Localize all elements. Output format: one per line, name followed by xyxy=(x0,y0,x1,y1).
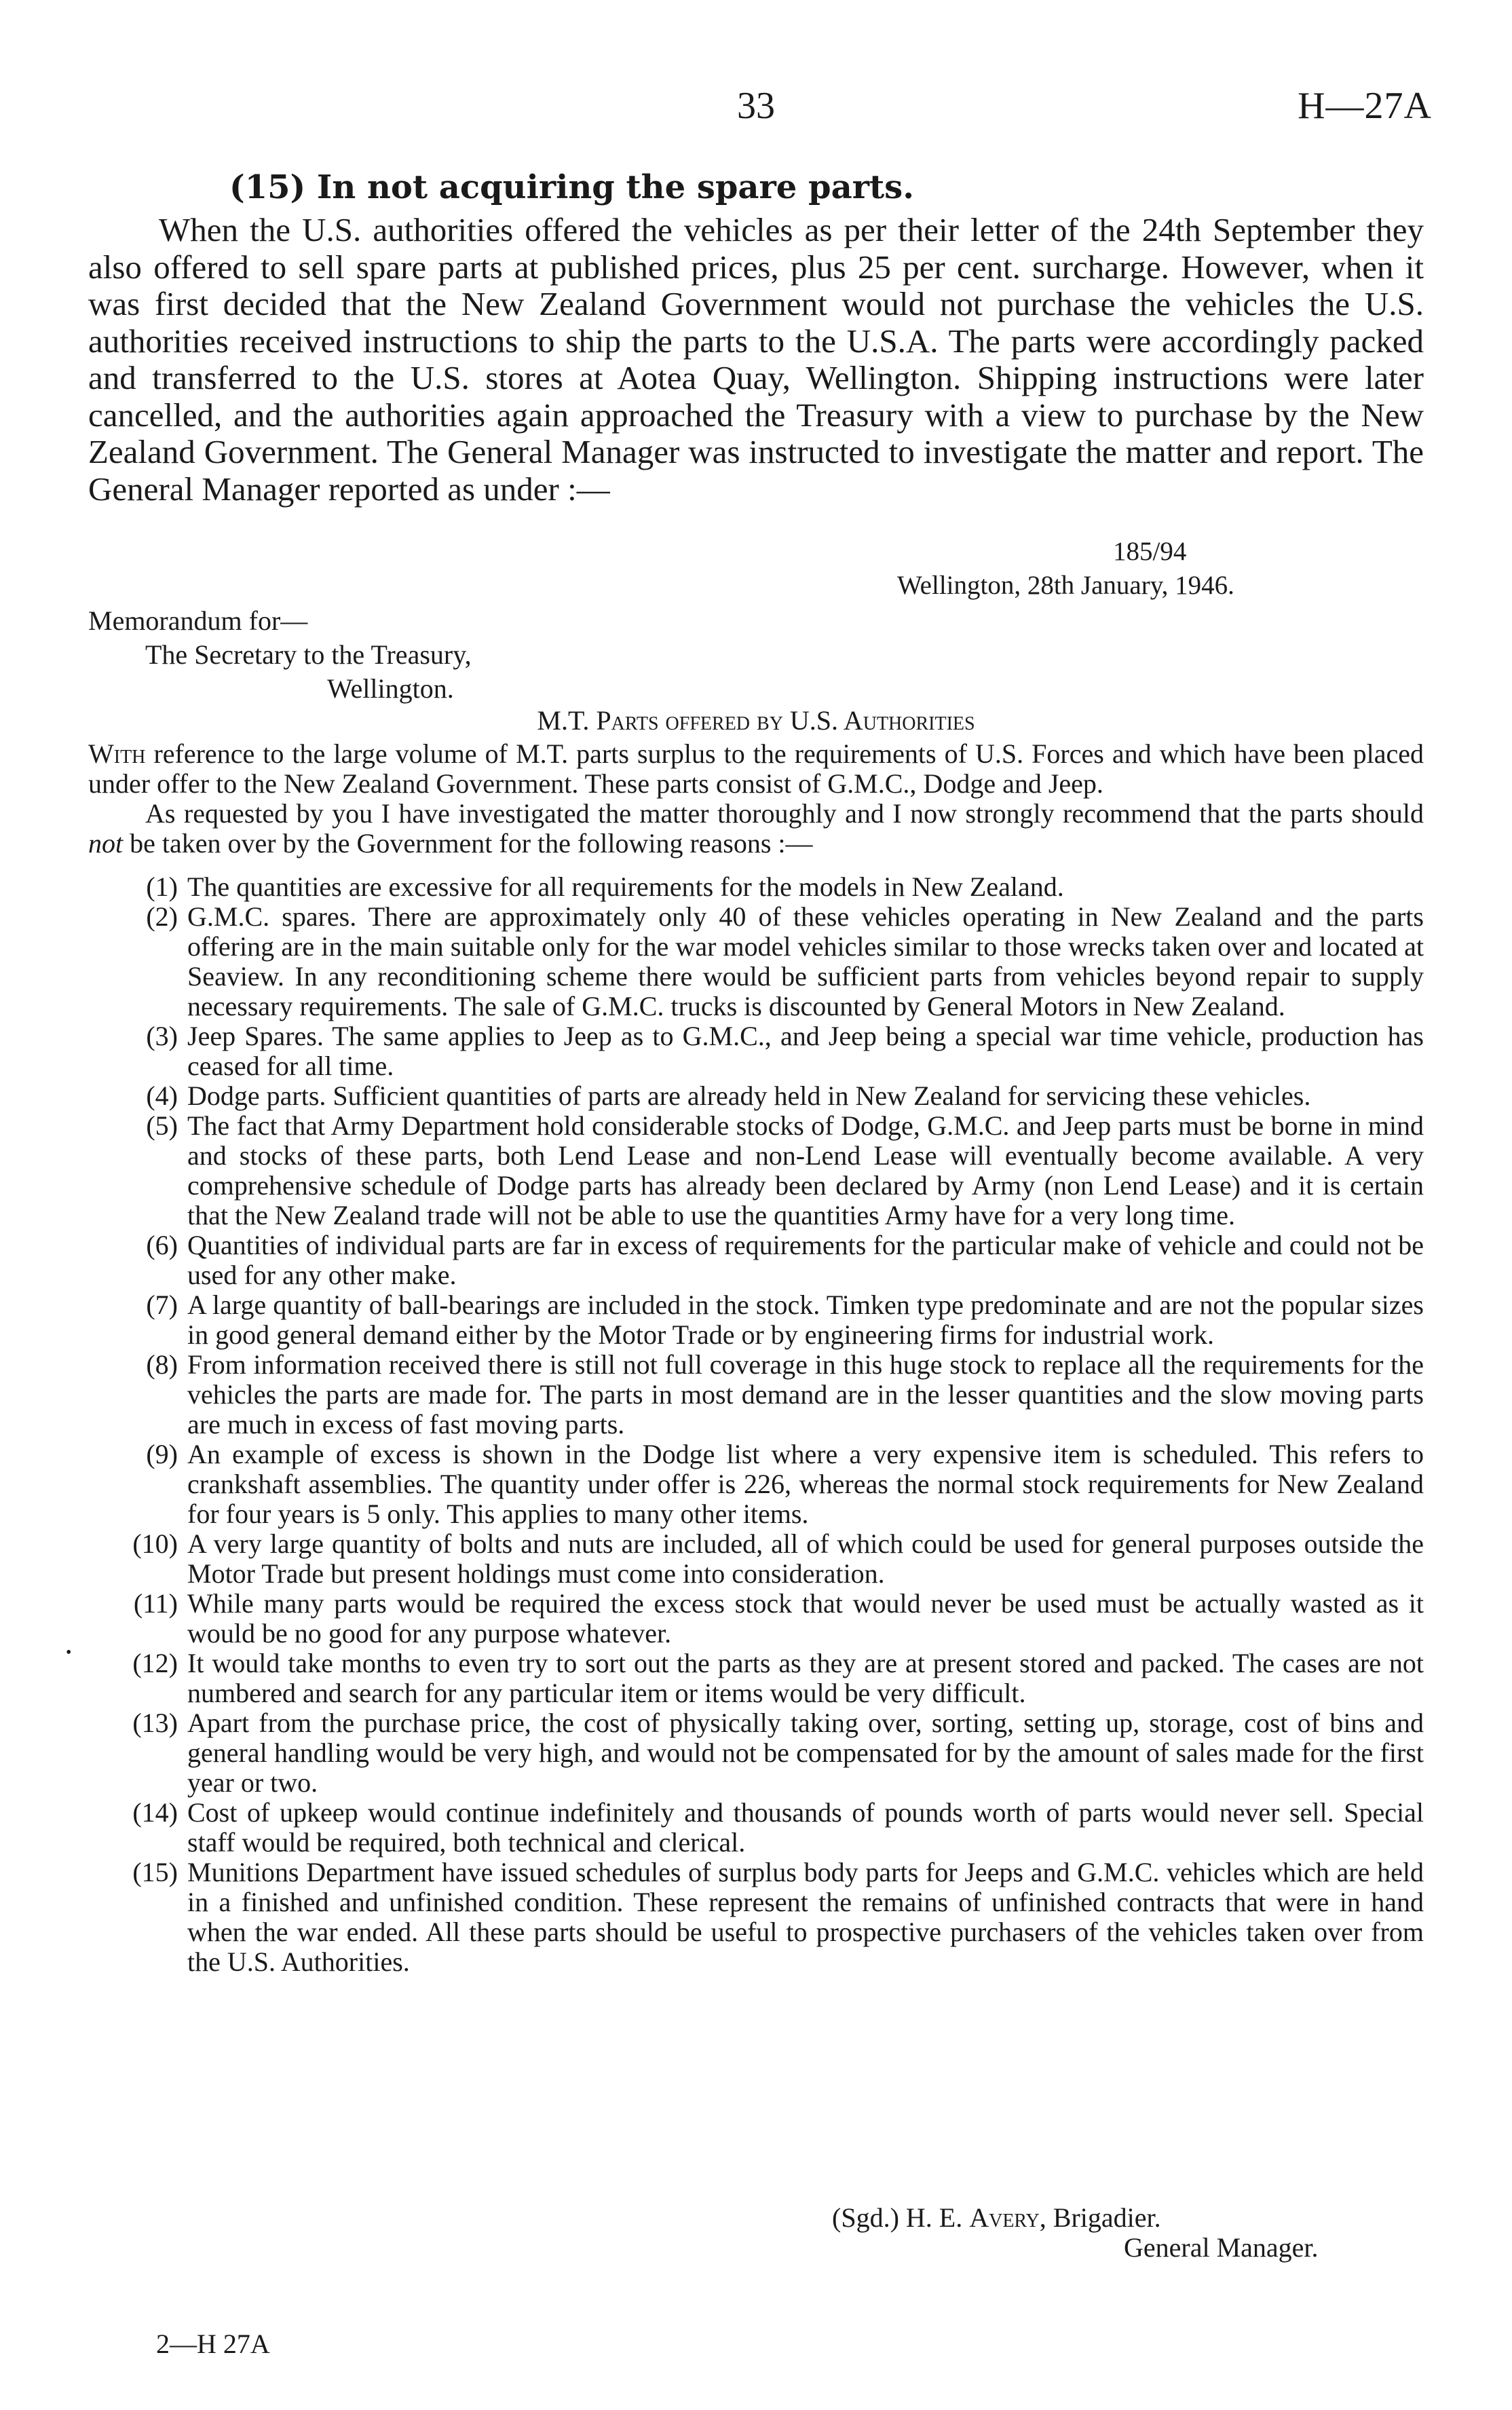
list-item-number: (6) xyxy=(146,1230,178,1260)
list-item-number: (4) xyxy=(146,1080,178,1111)
list-item xyxy=(88,1529,1424,1589)
list-item-number: (12) xyxy=(132,1648,178,1678)
list-item-number: (15) xyxy=(132,1857,178,1887)
list-item xyxy=(88,1439,1424,1529)
list-item xyxy=(88,1798,1424,1858)
list-item-number: (5) xyxy=(146,1110,178,1141)
list-item xyxy=(88,1021,1424,1081)
list-item-text: It would take months to even try to sort out the parts as they are at present stored and packed. The cases are not numbered and search for any particular item or items would be very difficult. xyxy=(187,1648,1424,1708)
memo-title: M.T. Parts offered by U.S. Authorities xyxy=(537,705,975,736)
list-item xyxy=(88,1649,1424,1708)
memo-paragraph-2-emphasis: not xyxy=(88,828,124,859)
list-item-text: The fact that Army Department hold considerable stocks of Dodge, G.M.C. and Jeep parts must be borne in mind and stocks of these parts, both Lend Lease and non-Lend Lease will eventually become available. A very comprehensive schedule of Dodge parts has already been declared by Army (non Lend Lease) and it is certain that the New Zealand trade will not be able to use the quantities Army have for a very long time. xyxy=(187,1110,1424,1230)
list-item-text: A large quantity of ball-bearings are included in the stock. Timken type predominate and are not the popular sizes in good general demand either by the Motor Trade or by engineering firms for industrial work. xyxy=(187,1289,1424,1350)
list-item-text: An example of excess is shown in the Dodge list where a very expensive item is scheduled. This refers to crankshaft assemblies. The quantity under offer is 226, whereas the normal stock requirements for New Zealand for four years is 5 only. This applies to many other items. xyxy=(187,1439,1424,1529)
list-item-number: (9) xyxy=(146,1439,178,1469)
memo-paragraph-1 xyxy=(88,739,1424,799)
list-item xyxy=(88,1111,1424,1230)
margin-bullet: • xyxy=(66,1644,72,1661)
signature-prefix: (Sgd.) H. E. xyxy=(832,2202,970,2233)
list-item-number: (1) xyxy=(146,871,178,902)
memo-body xyxy=(88,739,1424,1977)
reasons-list xyxy=(88,872,1424,1977)
list-item xyxy=(88,1858,1424,1977)
memo-address-block xyxy=(88,604,472,706)
memo-paragraph-1-lead: With xyxy=(88,738,146,769)
list-item-text: Jeep Spares. The same applies to Jeep as to G.M.C., and Jeep being a special war time vehicle, production has ceased for all time. xyxy=(187,1021,1424,1081)
list-item-text: Apart from the purchase price, the cost of physically taking over, sorting, setting up, storage, cost of bins and general handling would be very high, and would not be compensated for by the amount of sales made for the first year or two. xyxy=(187,1708,1424,1798)
list-item-number: (3) xyxy=(146,1021,178,1051)
memo-for-line: Memorandum for— xyxy=(88,605,308,636)
list-item-number: (14) xyxy=(132,1797,178,1828)
list-item xyxy=(88,1230,1424,1290)
list-item-text: From information received there is still not full coverage in this huge stock to replace all the requirements for the vehicles the parts are made for. The parts in most demand are in the lesser quantities and the slow moving parts are much in excess of fast moving parts. xyxy=(187,1349,1424,1439)
signature-line xyxy=(832,2202,1161,2234)
list-item xyxy=(88,1081,1424,1111)
memo-paragraph-2-text-b: be taken over by the Government for the following reasons :— xyxy=(123,828,813,859)
list-item-number: (2) xyxy=(146,901,178,932)
memo-recipient-city: Wellington. xyxy=(327,673,454,704)
memo-paragraph-1-text: reference to the large volume of M.T. parts surplus to the requirements of U.S. Forces and which have been placed under offer to the New Zealand Government. These parts consist of G.M.C., Dodge and Jeep. xyxy=(88,738,1424,799)
list-item-text: A very large quantity of bolts and nuts are included, all of which could be used for general purposes outside the Motor Trade but present holdings must come into consideration. xyxy=(187,1528,1424,1589)
printer-signature-mark: 2—H 27A xyxy=(156,2329,270,2359)
list-item-text: Dodge parts. Sufficient quantities of parts are already held in New Zealand for servicing these vehicles. xyxy=(187,1080,1311,1111)
page-number: 33 xyxy=(737,85,775,127)
document-reference: H—27A xyxy=(1298,85,1432,127)
memo-file-reference: 185/94 xyxy=(1113,537,1187,566)
memo-recipient: The Secretary to the Treasury, xyxy=(145,639,472,670)
list-item xyxy=(88,1708,1424,1798)
list-item xyxy=(88,1350,1424,1439)
memo-dateline: Wellington, 28th January, 1946. xyxy=(897,571,1234,600)
list-item-text: Quantities of individual parts are far in excess of requirements for the particular make of vehicle and could not be used for any other make. xyxy=(187,1230,1424,1290)
signature-name: Avery xyxy=(969,2202,1040,2233)
list-item-number: (11) xyxy=(133,1588,178,1619)
list-item-text: The quantities are excessive for all requirements for the models in New Zealand. xyxy=(187,871,1064,902)
intro-text: When the U.S. authorities offered the vehicles as per their letter of the 24th September they also offered to sell spare parts at published prices, plus 25 per cent. surcharge. However, when it was first decided that the New Zealand Government would not purchase the vehicles the U.S. authorities received instructions to ship the parts to the U.S.A. The parts were accordingly packed and transferred to the U.S. stores at Aotea Quay, Wellington. Shipping instructions were later cancelled, and the authorities again approached the Treasury with a view to purchase by the New Zealand Government. The General Manager was instructed to investigate the matter and report. The General Manager reported as under :— xyxy=(88,211,1424,508)
list-item xyxy=(88,902,1424,1021)
list-item xyxy=(88,1589,1424,1649)
list-item-text: G.M.C. spares. There are approximately only 40 of these vehicles operating in New Zealand and the parts offering are in the main suitable only for the war model vehicles similar to those wrecks taken over and located at Seaview. In any reconditioning scheme there would be sufficient parts from vehicles beyond repair to supply necessary requirements. The sale of G.M.C. trucks is discounted by General Motors in New Zealand. xyxy=(187,901,1424,1021)
list-item xyxy=(88,872,1424,902)
list-item-number: (8) xyxy=(146,1349,178,1380)
list-item-number: (13) xyxy=(132,1708,178,1738)
list-item-number: (7) xyxy=(146,1289,178,1320)
intro-paragraph xyxy=(88,212,1424,508)
signature-suffix: , Brigadier. xyxy=(1039,2202,1161,2233)
memo-paragraph-2 xyxy=(88,799,1424,859)
list-item-text: Cost of upkeep would continue indefinitely and thousands of pounds worth of parts would never sell. Special staff would be required, both technical and clerical. xyxy=(187,1797,1424,1858)
signature-title: General Manager. xyxy=(1124,2232,1319,2263)
list-item-text: Munitions Department have issued schedules of surplus body parts for Jeeps and G.M.C. vehicles which are held in a finished and unfinished condition. These represent the remains of unfinished contracts that were in hand when the war ended. All these parts should be useful to prospective purchasers of the vehicles taken over from the U.S. Authorities. xyxy=(187,1857,1424,1977)
memo-paragraph-2-text-a: As requested by you I have investigated the matter thoroughly and I now strongly recommend that the parts should xyxy=(145,798,1424,829)
list-item xyxy=(88,1290,1424,1350)
list-item-number: (10) xyxy=(132,1528,178,1559)
section-heading: (15) In not acquiring the spare parts. xyxy=(229,168,914,206)
list-item-text: While many parts would be required the excess stock that would never be used must be actually wasted as it would be no good for any purpose whatever. xyxy=(187,1588,1424,1649)
